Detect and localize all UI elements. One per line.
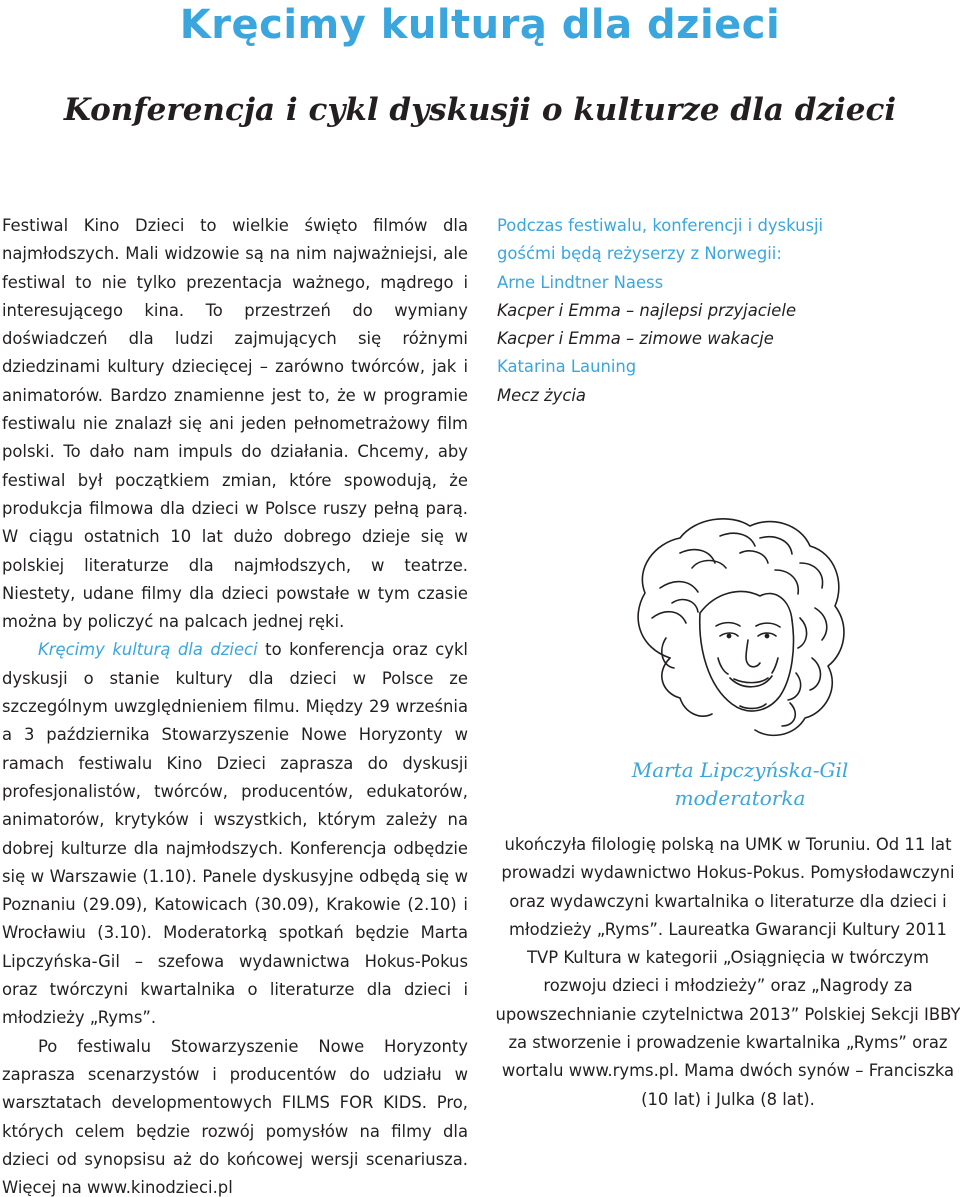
guests-intro-line-2: gośćmi będą reżyserzy z Norwegii: bbox=[497, 244, 782, 264]
intro-paragraph: Festiwal Kino Dzieci to wielkie święto filmów dla najmłodszych. Mali widzowie są na nim najważniejsi, ale festiwal to nie tylko prezentacja ważnego, mądrego i interesującego kina. To przestrzeń do wymiany doświadczeń dla ludzi zajmujących się różnymi dziedzinami kultury dziecięcej – zarówno twórców, jak i animatorów. Bardzo znamienne jest to, że w programie festiwalu nie znalazł się ani jeden pełnometrażowy film polski. To dało nam impuls do działania. Chcemy, aby festiwal był początkiem zmian, które spowodują, że produkcja filmowa dla dzieci w Polsce ruszy pełną parą. W ciągu ostatnich 10 lat dużo dobrego dzieje się w polskiej literaturze dla najmłodszych, w teatrze. Niestety, udane filmy dla dzieci powstałe w tym czasie można by policzyć na palcach jednej ręki. bbox=[2, 216, 468, 632]
film-title: Mecz życia bbox=[497, 385, 586, 405]
conference-name: Kręcimy kulturą dla dzieci bbox=[38, 640, 258, 660]
guests-box bbox=[497, 212, 947, 410]
page-title: Kręcimy kulturą dla dzieci bbox=[179, 2, 781, 48]
moderator-bio: ukończyła filologię polską na UMK w Toruniu. Od 11 lat prowadzi wydawnictwo Hokus-Pokus. Pomysłodawczyni oraz wydawczyni kwartalnika o literaturze dla dzieci i młodzieży „Ryms”. Laureatka Gwarancji Kultury 2011 TVP Kultura w kategorii „Osiągnięcia w twórczym rozwoju dzieci i młodzieży” oraz „Nagrody za upowszechnianie czytelnictwa 2013” Polskiej Sekcji IBBY za stworzenie i prowadzenie kwartalnika „Ryms” oraz wortalu www.ryms.pl. Mama dwóch synów – Franciszka (10 lat) i Julka (8 lat). bbox=[495, 835, 960, 1109]
conference-paragraph bbox=[2, 636, 468, 1032]
conference-paragraph-text: to konferencja oraz cykl dyskusji o stanie kultury dla dzieci w Polsce ze szczególnym uwzględnieniem filmu. Między 29 września a 3 października Stowarzyszenie Nowe Horyzonty w ramach festiwalu Kino Dzieci zaprasza do dyskusji profesjonalistów, twórców, producentów, edukatorów, animatorów, krytyków i wszystkich, którym zależy na dobrej kulturze dla najmłodszych. Konferencja odbędzie się w Warszawie (1.10). Panele dyskusyjne odbędą się w Poznaniu (29.09), Katowicach (30.09), Krakowie (2.10) i Wrocławiu (3.10). Moderatorką spotkań będzie Marta Lipczyńska-Gil – szefowa wydawnictwa Hokus-Pokus oraz twórczyni kwartalnika o literaturze dla dzieci i młodzieży „Ryms”. bbox=[2, 640, 468, 1028]
moderator-role: moderatorka bbox=[674, 786, 806, 810]
workshop-paragraph: Po festiwalu Stowarzyszenie Nowe Horyzonty zaprasza scenarzystów i producentów do udziału w warsztatach developmentowych FILMS FOR KIDS. Pro, których celem będzie rozwój pomysłów na filmy dla dzieci od synopsisu aż do końcowej wersji scenariusza. Więcej na www.kinodzieci.pl bbox=[2, 1036, 468, 1197]
moderator-portrait-illustration bbox=[600, 508, 868, 744]
film-title: Kacper i Emma – najlepsi przyjaciele bbox=[497, 300, 797, 320]
guests-intro-line-1: Podczas festiwalu, konferencji i dyskusji bbox=[497, 216, 824, 235]
article-body bbox=[2, 212, 468, 1197]
director-name: Katarina Launing bbox=[497, 357, 637, 377]
moderator-name: Marta Lipczyńska-Gil bbox=[631, 758, 849, 782]
film-title: Kacper i Emma – zimowe wakacje bbox=[497, 329, 774, 349]
director-name: Arne Lindtner Naess bbox=[497, 272, 664, 292]
page-subtitle: Konferencja i cykl dyskusji o kulturze dla dzieci bbox=[63, 92, 897, 128]
